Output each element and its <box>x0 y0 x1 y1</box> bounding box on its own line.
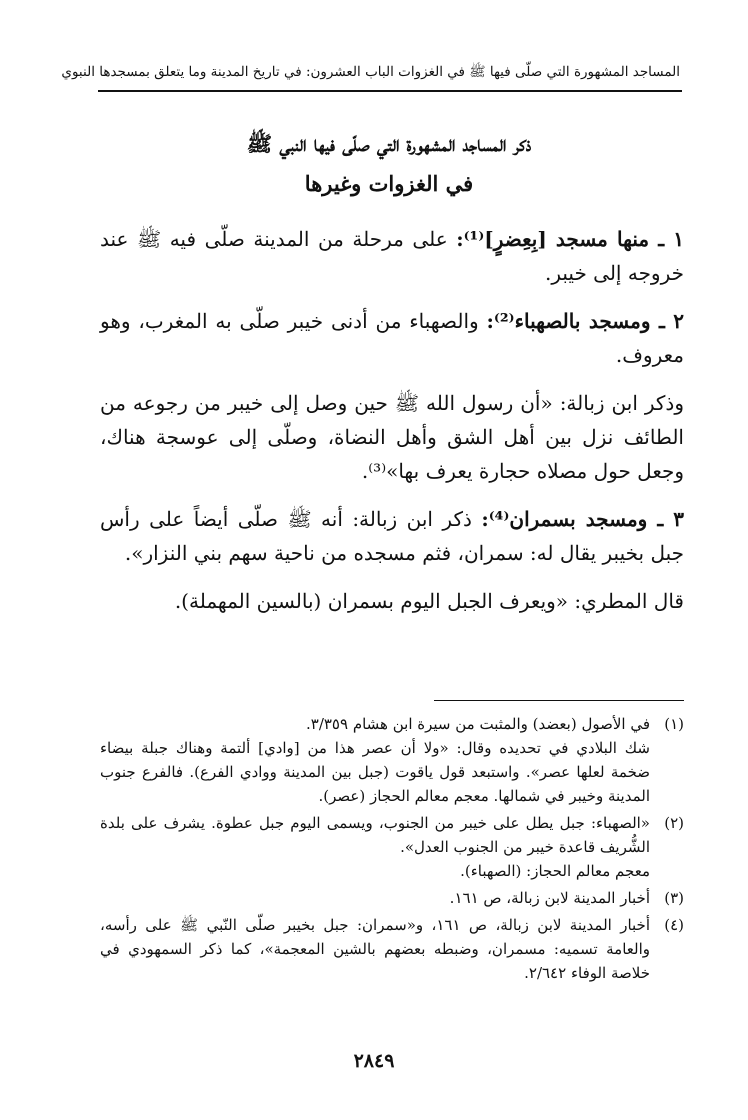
paragraph-text: قال المطري: «ويعرف الجبل اليوم بسمران (بالسين المهملة). <box>174 589 684 613</box>
footnote-line: في الأصول (بعضد) والمثبت من سيرة ابن هشام ٣/٣٥٩. <box>305 715 650 733</box>
footnote-number: (٣) <box>664 889 684 907</box>
footnote <box>100 886 684 910</box>
footnote-number: (٤) <box>664 916 684 934</box>
footnote <box>100 712 684 808</box>
footnote-rule <box>434 700 684 701</box>
footnote-line: معجم معالم الحجاز: (الصهباء). <box>460 862 650 880</box>
paragraph <box>100 386 684 488</box>
footnote-line: أخبار المدينة لابن زبالة، ص ١٦١، و«سمران: جبل بخيبر صلّى النّبي ﷺ على رأسه، والعامة تسميه: مسمران، وضبطه بعضهم بالشين المعجمة»، كما ذكر السمهودي في خلاصة الوفاء ٢/٦٤٢. <box>100 916 650 982</box>
footnote-text <box>100 913 650 985</box>
paragraph-heading: ٣ ـ ومسجد بسمران⁽⁴⁾: <box>481 507 685 531</box>
footnote-text <box>100 886 650 910</box>
running-header: المساجد المشهورة التي صلّى فيها ﷺ في الغزوات الباب العشرون: في تاريخ المدينة وما يتعلق بمسجدها النبوي <box>61 64 680 80</box>
section-title <box>96 124 682 204</box>
footnote <box>100 913 684 985</box>
section-title-line-1: ذكر المساجد المشهورة التي صلّى فيها النبي ﷺ <box>246 131 532 156</box>
header-rule <box>98 90 682 92</box>
footnote-number: (٢) <box>664 814 684 832</box>
footnote-line: شك البلادي في تحديده وقال: «ولا أن عصر هذا من [وادي] ألتمة وهناك جبلة بيضاء ضخمة لعلها عصر». واستبعد قول ياقوت (جبل بين المدينة ووادي الفرع). فالفرع جنوب المدينة وخيبر في شمالها. معجم معالم الحجاز (عصر). <box>100 739 650 805</box>
page-number: ٢٨٤٩ <box>353 1050 395 1072</box>
footnote-number: (١) <box>664 715 684 733</box>
main-text <box>100 222 684 618</box>
paragraph-heading: ٢ ـ ومسجد بالصهباء⁽²⁾: <box>486 309 684 333</box>
footnote-line: «الصهباء: جبل يطل على خيبر من الجنوب، ويسمى اليوم جبل عطوة. يشرف على بلدة الشُّريف قاعدة خيبر من الجنوب العدل». <box>100 814 650 856</box>
paragraph-text: على مرحلة من المدينة صلّى فيه ﷺ عند خروجه إلى خيبر. <box>100 227 684 285</box>
paragraph <box>100 222 684 290</box>
paragraph <box>100 304 684 372</box>
footnote-text <box>100 811 650 883</box>
paragraph-text: والصهباء من أدنى خيبر صلّى به المغرب، وهو معروف. <box>100 309 684 367</box>
footnote-text <box>100 712 650 808</box>
paragraph-text: ذكر ابن زبالة: أنه ﷺ صلّى أيضاً على رأس جبل بخيبر يقال له: سمران، فثم مسجده من ناحية سهم بني النزار». <box>100 507 684 565</box>
paragraph <box>100 584 684 618</box>
footnote <box>100 811 684 883</box>
paragraph-heading: ١ ـ منها مسجد [بِعِضرٍ]⁽¹⁾: <box>456 227 685 251</box>
footnote-line: أخبار المدينة لابن زبالة، ص ١٦١. <box>449 889 650 907</box>
paragraph-text: وذكر ابن زبالة: «أن رسول الله ﷺ حين وصل إلى خيبر من رجوعه من الطائف نزل بين أهل الشق وأهل النضاة، وصلّى إلى عوسجة هناك، وجعل حول مصلاه حجارة يعرف بها»⁽³⁾. <box>100 391 684 483</box>
paragraph <box>100 502 684 570</box>
section-title-line-2: في الغزوات وغيرها <box>304 171 474 196</box>
footnotes <box>100 712 684 988</box>
